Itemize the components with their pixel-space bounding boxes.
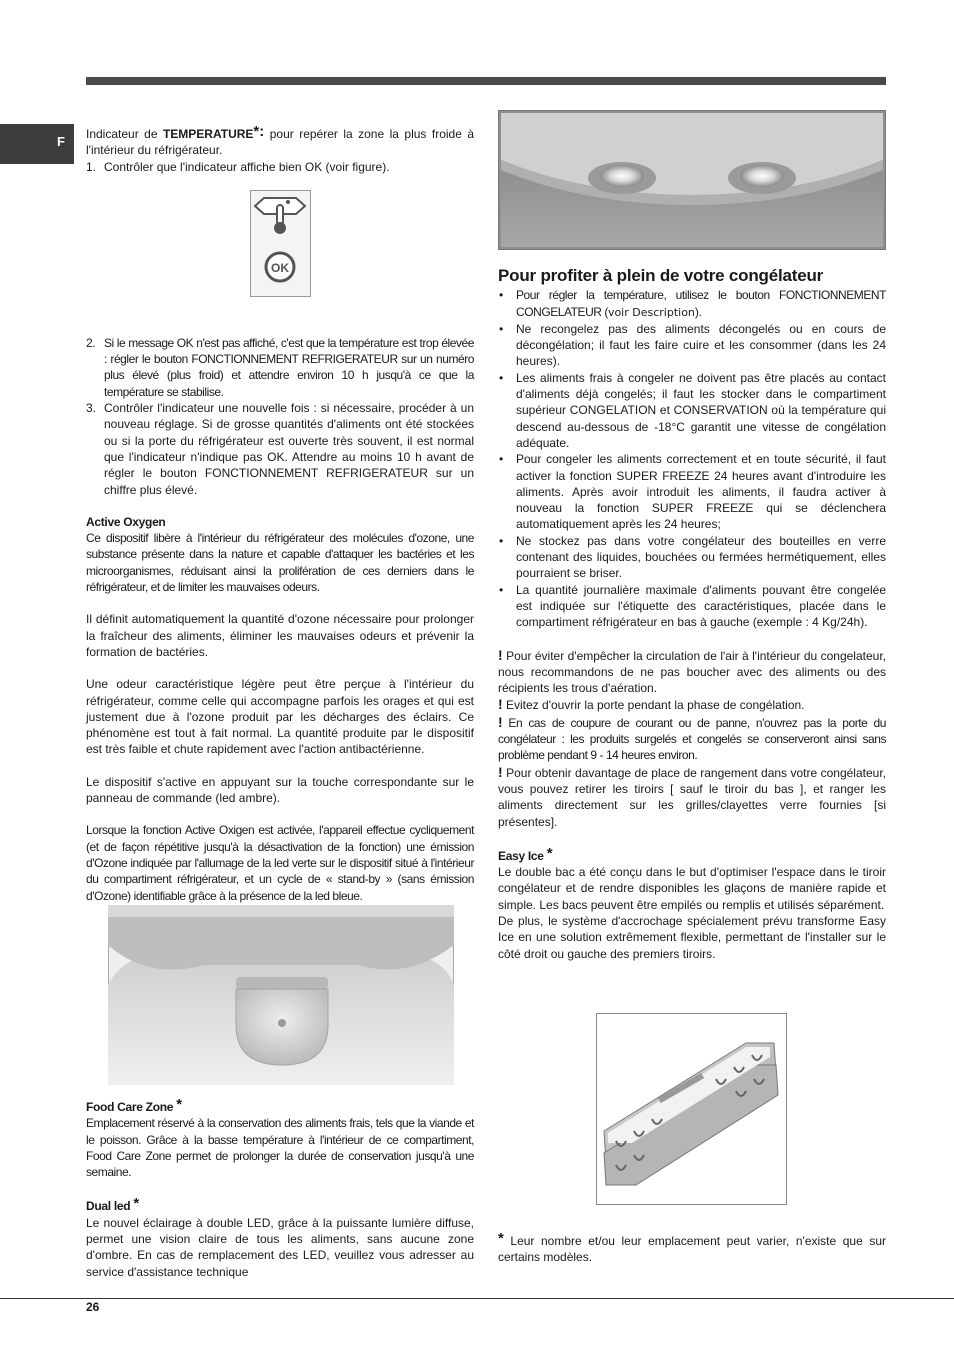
ok-label: OK (271, 260, 289, 275)
active-oxygen-p1: Ce dispositif libère à l'intérieur du réfrigérateur des molécules d'ozone, une substance présente dans la nature et capable d'attaquer les bactéries et les microorganismes, réduisant ainsi la prolifération de ces derniers dans le réfrigérateur, et de limiter les mauvaises odeurs. (86, 531, 474, 595)
language-tab (0, 124, 74, 164)
top-rule (86, 77, 886, 85)
active-oxygen-p2: Il définit automatiquement la quantité d'ozone nécessaire pour prolonger la fraîcheur des aliments, éliminer les mauvaises odeurs et prévenir la formation de bactéries. (86, 612, 474, 659)
step-3: 3. Contrôler l'indicateur une nouvelle fois : si nécessaire, procéder à un nouveau réglage. Si de grosse quantités d'aliments ont été stockées ou si la porte du réfrigérateur est ouverte très souvent, il est normal que l'indicateur n'indique pas OK. Attendre au moins 10 h avant de régler le bouton FONCTIONNEMENT REFRIGERATEUR sur un chiffre plus élevé. (86, 401, 474, 497)
freezer-tip-1: • Pour régler la température, utilisez le bouton FONCTIONNEMENT CONGELATEUR (voir Description). (498, 287, 886, 321)
freezer-note-2: ! Evitez d'ouvrir la porte pendant la phase de congélation. (498, 696, 805, 713)
freezer-tip-6: • La quantité journalière maximale d'aliments pouvant être congelée est indiquée sur l'étiquette des caractéristiques, placée dans le compartiment réfrigérateur en bas à gauche (exemple : 4 Kg/24h). (498, 582, 886, 631)
freezer-tip-3: • Les aliments frais à congeler ne doivent pas être placés au contact d'aliments déjà congelés; il faut les stocker dans le compartiment supérieur CONGELATION et CONSERVATION où la température qui descend au-dessous de -18°C garantit une vitesse de congélation adéquate. (498, 370, 886, 451)
left-column-lower (86, 1097, 474, 1280)
temperature-indicator-figure (250, 190, 312, 298)
easy-ice-tray-image (596, 1013, 787, 1205)
page-number: 26 (86, 1300, 100, 1314)
freezer-tip-5: • Ne stockez pas dans votre congélateur des bouteilles en verre contenant des liquides, bouchées ou fermées hermétiquement, elles pourraient se briser. (498, 533, 886, 582)
active-oxygen-p4: Le dispositif s'active en appuyant sur la touche correspondante sur le panneau de commande (led ambre). (86, 774, 474, 806)
freezer-tips-list (498, 287, 886, 630)
freezer-section-title: Pour profiter à plein de votre congélateur (498, 266, 824, 285)
freezer-note-1: ! Pour éviter d'empêcher la circulation de l'air à l'intérieur du congelateur, nous recommandons de ne pas boucher avec des aliments ou des récipients les trous d'aération. (498, 646, 886, 696)
easy-ice-p1: Le double bac a été conçu dans le but d'optimiser l'espace dans le tiroir congélateur et de rendre disponibles les glaçons de manière rapide et simple. Les bacs peuvent être empilés ou remplis et utilisés séparément. (498, 865, 886, 912)
active-oxygen-p5: Lorsque la fonction Active Oxigen est activée, l'appareil effectue cycliquement (et de façon répétitive jusqu'à la désactivation de la fonction) une émission d'Ozone indiquée par l'allumage de la led verte sur le dispositif situé à l'intérieur du compartiment réfrigérateur, et un cycle de « stand-by » (sans émission d'Ozone) identifiable grâce à la présence de la led bleue. (86, 823, 474, 903)
active-oxygen-device-image (108, 905, 454, 1085)
freezer-tip-2: • Ne recongelez pas des aliments décongelés ou en cours de décongélation; il faut les faire cuire et les consommer (dans les 24 heures). (498, 321, 886, 370)
right-column (498, 268, 886, 962)
freezer-tip-4: • Pour congeler les aliments correctement et en toute sécurité, il faut activer la fonction SUPER FREEZE 24 heures avant d'introduire les aliments. Après avoir introduit les aliments, il faudra activer à nouveau la fonction SUPER FREEZE qui se déclenchera automatiquement après les 24 heures; (498, 451, 886, 532)
dual-led-image (498, 110, 886, 250)
steps-list-a (86, 159, 474, 175)
freezer-note-3: ! En cas de coupure de courant ou de panne, n'ouvrez pas la porte du congélateur : les produits surgelés et congelés se conserveront ainsi sans problème pendant 9 - 14 heures environ. (498, 713, 886, 763)
active-oxygen-title: Active Oxygen (86, 514, 166, 529)
step-2: 2. Si le message OK n'est pas affiché, c'est que la température est trop élevée : régler le bouton FONCTIONNEMENT REFRIGERATEUR sur un numéro plus élevé (plus froid) et attendre environ 10 h jusqu'à ce que la température se stabilise. (86, 335, 474, 399)
language-tab-label: F (57, 134, 65, 149)
easy-ice-title: Easy Ice * (498, 844, 553, 863)
temperature-intro: Indicateur de TEMPERATURE*: pour repérer la zone la plus froide à l'intérieur du réfrigérateur. (86, 123, 475, 158)
food-care-zone-title: Food Care Zone * (86, 1096, 182, 1114)
left-column (86, 124, 474, 904)
food-care-zone-text: Emplacement réservé à la conservation des aliments frais, tels que la viande et le poisson. Grâce à la basse température à l'intérieur de ce compartiment, Food Care Zone permet de prolonger la durée de conservation jusqu'à une semaine. (86, 1116, 474, 1180)
easy-ice-p2: De plus, le système d'accrochage spécialement prévu transforme Easy Ice en une solution extrêmement flexible, permettant de l'installer sur le côté droit ou gauche des premiers tiroirs. (498, 913, 886, 961)
dual-led-text: Le nouvel éclairage à double LED, grâce à la puissante lumière diffuse, permet une vision claire de tous les aliments, sans aucune zone d'ombre. En cas de remplacement des LED, veuillez vous adresser au service d'assistance technique (86, 1215, 474, 1279)
active-oxygen-p3: Une odeur caractéristique légère peut être perçue à l'intérieur du réfrigérateur, comme celle qui accompagne parfois les orages et qui est justement due à l'ozone produit par les décharges des éclairs. Ce phénomène est tout à fait normal. La quantité produite par le dispositif est très faible et chute rapidement avec l'action antibactérienne. (86, 677, 474, 757)
freezer-note-4: ! Pour obtenir davantage de place de rangement dans votre congélateur, vous pouvez retirer les tiroirs [ sauf le tiroir du bas ], et ranger les aliments directement sur les grilles/clayettes verre fournies [si présentes]. (498, 763, 886, 829)
bottom-rule (0, 1298, 954, 1299)
dual-led-title: Dual led * (86, 1195, 139, 1214)
temperature-indicator-figure-area (86, 175, 474, 335)
steps-list-b (86, 335, 474, 498)
step-1: 1. Contrôler que l'indicateur affiche bien OK (voir figure). (86, 159, 390, 174)
footnote: * Leur nombre et/ou leur emplacement peut varier, n'existe que sur certains modèles. (498, 1230, 886, 1265)
